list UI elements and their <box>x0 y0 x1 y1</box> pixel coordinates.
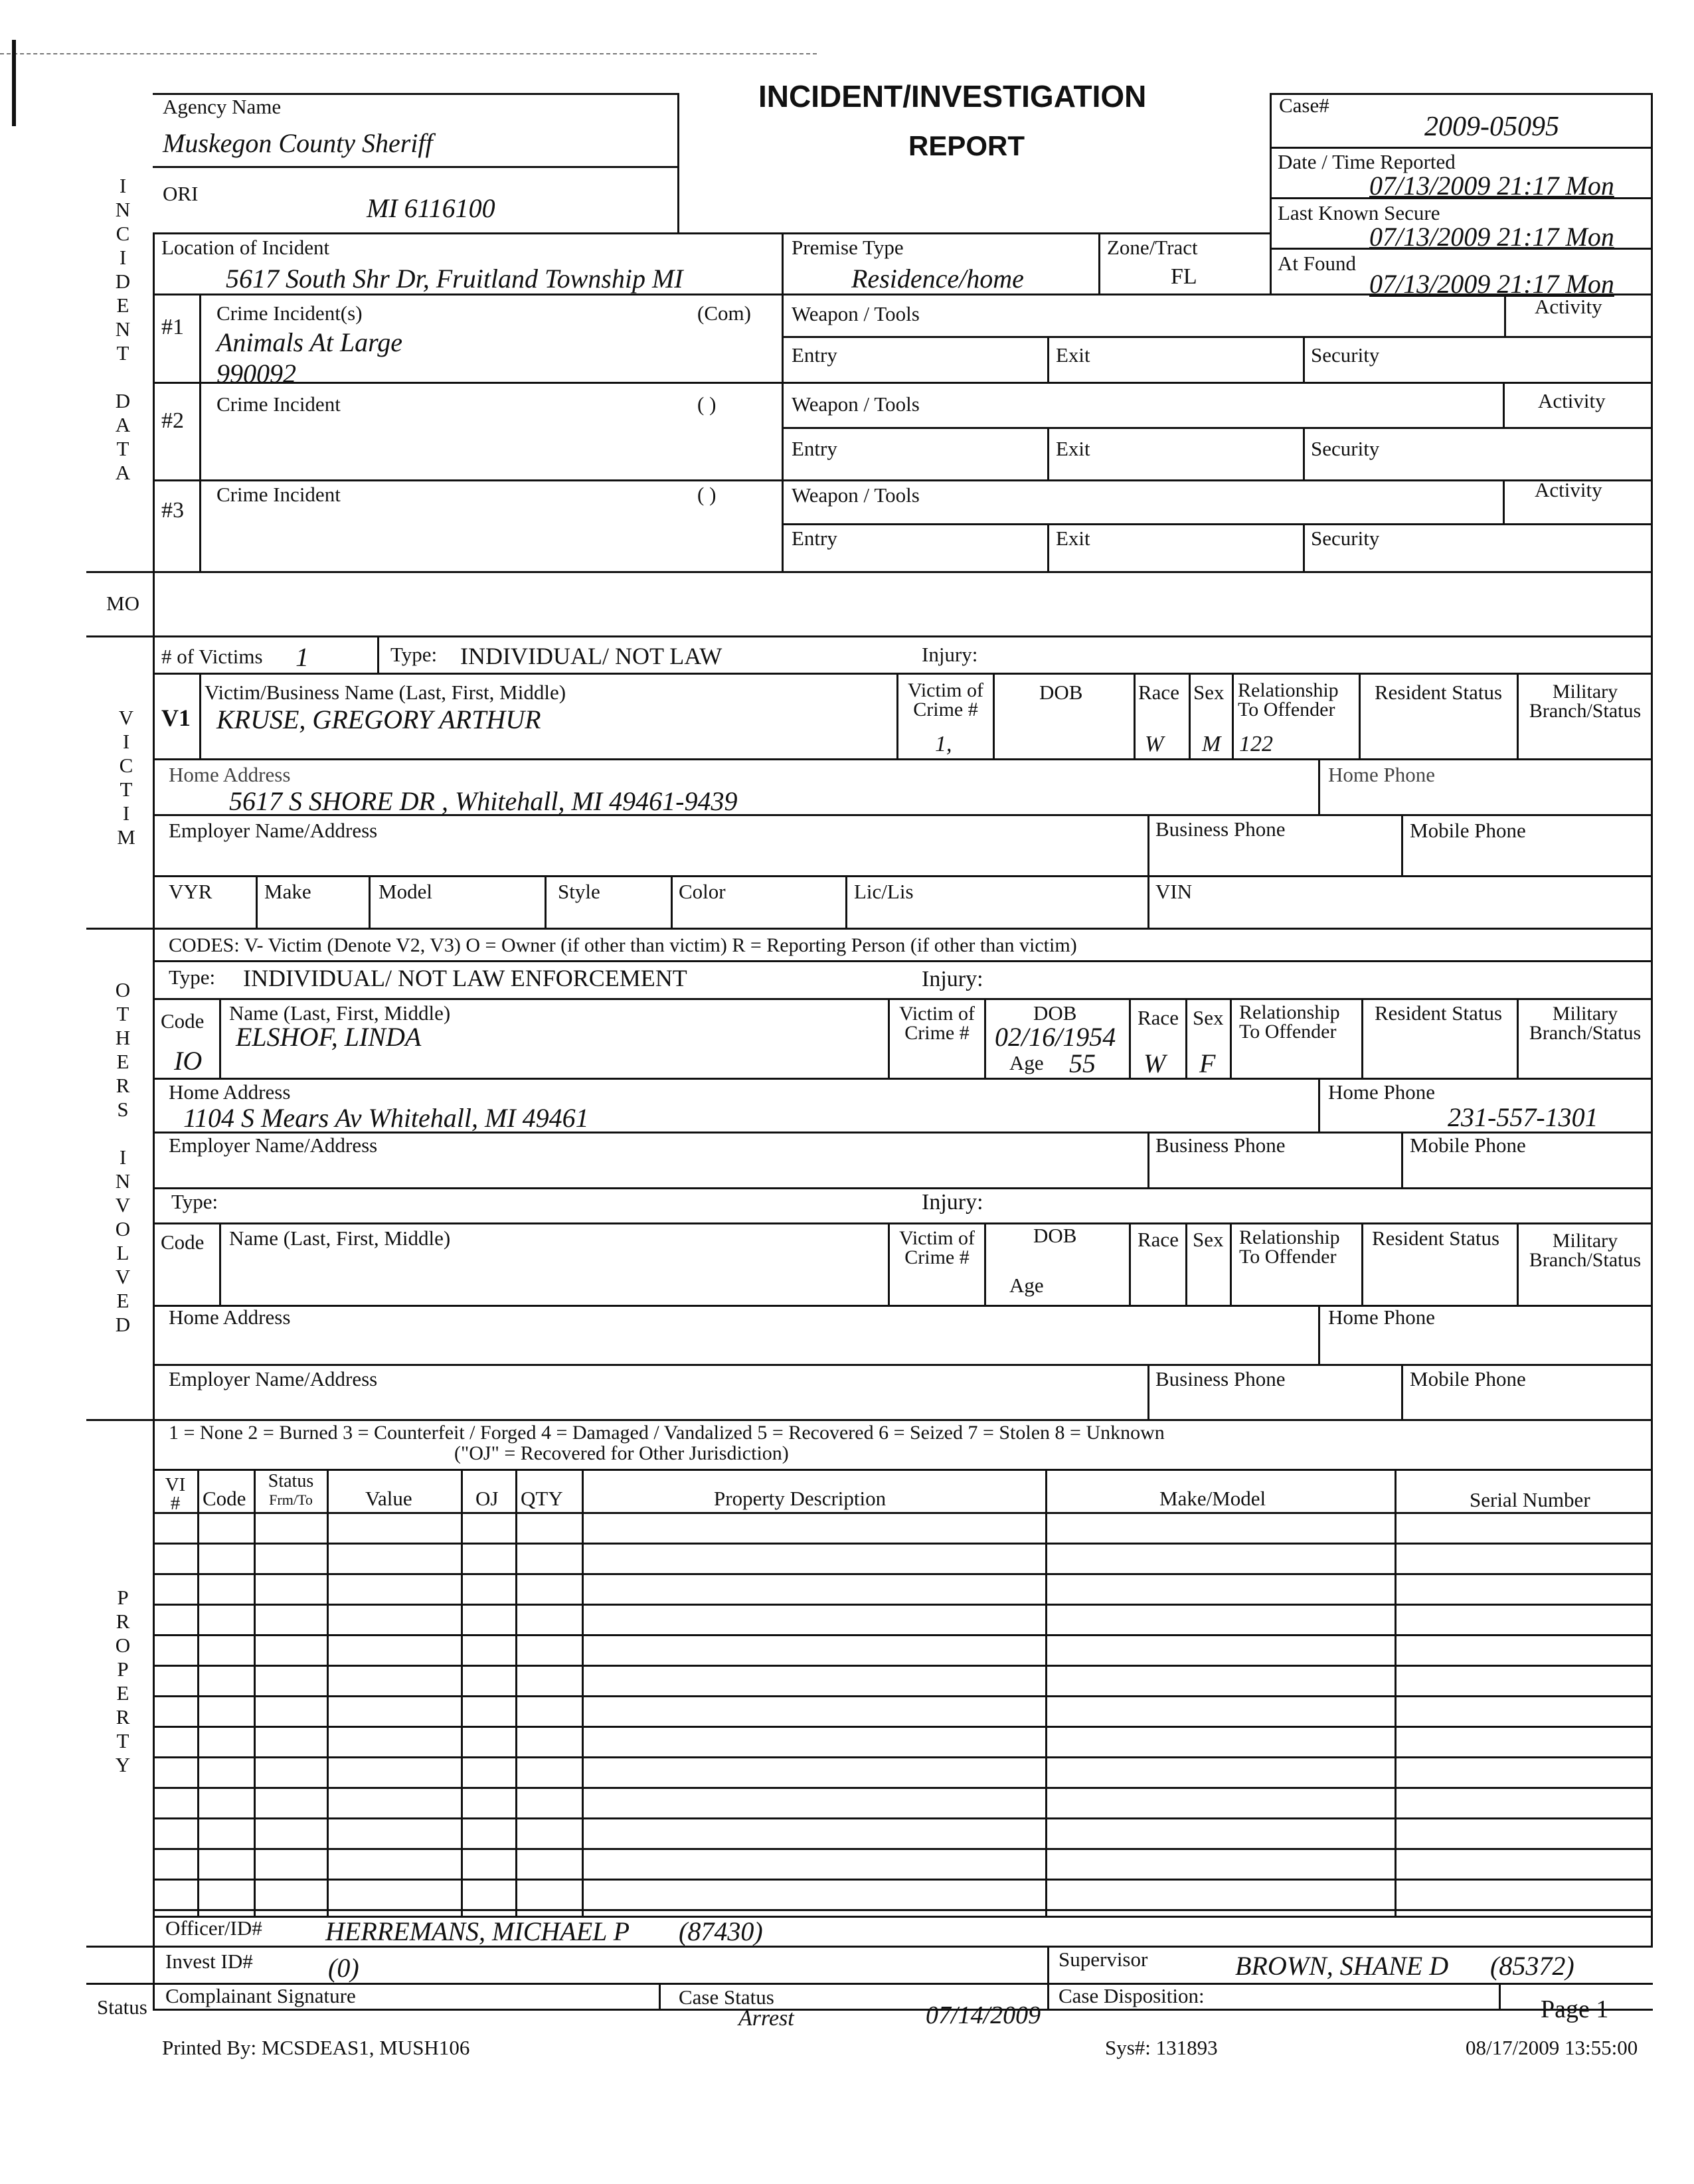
crime-1-com: (Com) <box>697 301 751 325</box>
property-col-value: Value <box>365 1487 412 1510</box>
vehicle-model-label: Model <box>379 880 432 903</box>
others-age-label: Age <box>1009 1051 1044 1074</box>
victim-side-label: V I C T I M <box>117 706 135 849</box>
vehicle-year-label: VYR <box>169 880 212 903</box>
property-table-row <box>153 1756 1653 1758</box>
others-involved-side-label: O T H E R S I N V O L V E D <box>115 978 131 1336</box>
incident-data-side-label: I N C I D E N T D A T A <box>115 174 131 484</box>
property-table-row <box>153 1909 1653 1911</box>
others2-relationship-label: Relationship To Offender <box>1239 1226 1340 1268</box>
property-table-row <box>153 1787 1653 1789</box>
others-code: IO <box>174 1046 203 1076</box>
supervisor-label: Supervisor <box>1059 1948 1148 1971</box>
ori-value: MI 6116100 <box>367 193 495 223</box>
activity-3-label: Activity <box>1535 478 1602 501</box>
property-col-serial-number: Serial Number <box>1470 1488 1590 1511</box>
printed-date: 08/17/2009 13:55:00 <box>1466 2036 1638 2059</box>
property-col-code: Code <box>203 1487 246 1510</box>
others-resident-status-label: Resident Status <box>1375 1001 1503 1025</box>
victim-sex-label: Sex <box>1193 681 1225 704</box>
property-table-row <box>153 1573 1653 1575</box>
agency-name: Muskegon County Sheriff <box>163 128 433 158</box>
others2-employer-label: Employer Name/Address <box>169 1367 378 1390</box>
victim-name-label: Victim/Business Name (Last, First, Middle) <box>205 681 566 704</box>
zone-tract-value: FL <box>1171 264 1197 289</box>
victim-id: V1 <box>161 705 191 731</box>
others2-crime-label: Victim of Crime # <box>898 1227 975 1268</box>
others-name: ELSHOF, LINDA <box>236 1022 422 1052</box>
others-type: INDIVIDUAL/ NOT LAW ENFORCEMENT <box>243 965 687 991</box>
crime-1-label: Crime Incident(s) <box>216 301 363 325</box>
others-employer-label: Employer Name/Address <box>169 1134 378 1157</box>
vehicle-vin-label: VIN <box>1155 880 1193 903</box>
activity-1-label: Activity <box>1535 295 1602 318</box>
others2-code-label: Code <box>161 1230 205 1254</box>
property-col-vi: VI # <box>165 1474 186 1514</box>
property-table-row <box>153 1543 1653 1545</box>
victim-employer-label: Employer Name/Address <box>169 819 378 842</box>
supervisor-id: (85372) <box>1490 1951 1574 1981</box>
others-home-phone: 231-557-1301 <box>1448 1102 1598 1132</box>
others-home-address-label: Home Address <box>169 1080 291 1104</box>
case-status-label: Case Status <box>679 1985 774 2009</box>
premise-type-value: Residence/home <box>851 264 1024 294</box>
vehicle-license-label: Lic/Lis <box>854 880 914 903</box>
others2-name-label: Name (Last, First, Middle) <box>229 1226 451 1250</box>
others2-home-phone-label: Home Phone <box>1328 1305 1436 1329</box>
crime-1-code: 990092 <box>216 359 296 388</box>
victim-injury-label: Injury: <box>922 643 978 666</box>
property-col-make-model: Make/Model <box>1159 1487 1266 1510</box>
others-type-label: Type: <box>169 966 216 989</box>
property-side-label: P R O P E R T Y <box>115 1586 131 1776</box>
crime-2-label: Crime Incident <box>216 392 341 416</box>
others-dob: 02/16/1954 <box>995 1022 1116 1052</box>
exit-3-label: Exit <box>1056 527 1090 550</box>
victim-race-label: Race <box>1138 681 1179 704</box>
others2-business-phone-label: Business Phone <box>1155 1367 1286 1390</box>
others-injury-label: Injury: <box>922 967 983 991</box>
others-age: 55 <box>1069 1049 1096 1078</box>
others-business-phone-label: Business Phone <box>1155 1134 1286 1157</box>
others-mobile-phone-label: Mobile Phone <box>1410 1134 1526 1157</box>
property-table-row <box>153 1848 1653 1850</box>
property-col-oj: OJ <box>475 1487 499 1510</box>
property-col-description: Property Description <box>714 1487 887 1510</box>
exit-1-label: Exit <box>1056 343 1090 367</box>
vehicle-style-label: Style <box>558 880 600 903</box>
security-1-label: Security <box>1311 343 1380 367</box>
scan-edge-top <box>0 53 817 54</box>
others2-type-label: Type: <box>171 1190 218 1213</box>
victim-home-address-label: Home Address <box>169 763 291 786</box>
date-reported: 07/13/2009 21:17 Mon <box>1369 171 1614 201</box>
security-2-label: Security <box>1311 437 1380 460</box>
victim-relationship: 122 <box>1239 732 1273 756</box>
agency-name-label: Agency Name <box>163 95 282 118</box>
page-number: Page 1 <box>1541 1995 1609 2023</box>
entry-2-label: Entry <box>792 437 837 460</box>
case-status-date: 07/14/2009 <box>926 2001 1041 2029</box>
entry-3-label: Entry <box>792 527 837 550</box>
activity-2-label: Activity <box>1538 389 1606 412</box>
victim-type: INDIVIDUAL/ NOT LAW <box>460 643 722 669</box>
crime-2-number: #2 <box>161 408 184 433</box>
case-number-label: Case# <box>1279 94 1329 117</box>
victim-resident-status-label: Resident Status <box>1375 681 1503 704</box>
others-name-label: Name (Last, First, Middle) <box>229 1001 451 1025</box>
at-found: 07/13/2009 21:17 Mon <box>1369 269 1614 299</box>
officer-id-label: Officer/ID# <box>165 1916 262 1940</box>
victim-name: KRUSE, GREGORY ARTHUR <box>216 705 541 734</box>
exit-2-label: Exit <box>1056 437 1090 460</box>
others-race: W <box>1143 1049 1166 1078</box>
others2-home-address-label: Home Address <box>169 1305 291 1329</box>
property-table-row <box>153 1695 1653 1697</box>
victim-relationship-label: Relationship To Offender <box>1238 679 1339 720</box>
others2-resident-status-label: Resident Status <box>1372 1226 1500 1250</box>
last-known-secure-label: Last Known Secure <box>1278 201 1440 224</box>
others-codes-legend: CODES: V- Victim (Denote V2, V3) O = Owner (if other than victim) R = Reporting Person (if other than victim) <box>169 934 1077 956</box>
others-dob-label: DOB <box>1033 1001 1077 1025</box>
others2-mobile-phone-label: Mobile Phone <box>1410 1367 1526 1390</box>
others2-injury-label: Injury: <box>922 1190 983 1215</box>
report-title: INCIDENT/INVESTIGATION <box>758 79 1147 114</box>
victim-race: W <box>1145 732 1164 756</box>
others2-dob-label: DOB <box>1033 1224 1077 1247</box>
case-status: Arrest <box>738 2006 794 2031</box>
invest-id: (0) <box>328 1953 359 1983</box>
victim-home-address: 5617 S SHORE DR , Whitehall, MI 49461-9439 <box>229 786 738 816</box>
others-military-label: Military Branch/Status <box>1529 1003 1642 1044</box>
status-side-label: Status <box>97 1995 147 2019</box>
printed-by: Printed By: MCSDEAS1, MUSH106 <box>162 2036 470 2059</box>
at-found-label: At Found <box>1278 252 1356 275</box>
victim-business-phone-label: Business Phone <box>1155 817 1286 841</box>
property-table-row <box>153 1726 1653 1728</box>
mo-side-label: MO <box>106 592 139 615</box>
victim-military-label: Military Branch/Status <box>1529 681 1642 722</box>
officer-name: HERREMANS, MICHAEL P <box>325 1916 630 1946</box>
victim-home-phone-label: Home Phone <box>1328 763 1436 786</box>
scan-edge-left <box>12 40 16 126</box>
property-col-qty: QTY <box>521 1487 563 1510</box>
vehicle-make-label: Make <box>264 880 311 903</box>
others-sex: F <box>1199 1049 1216 1078</box>
victim-count: 1 <box>296 642 309 672</box>
victim-sex: M <box>1202 732 1221 756</box>
location-value: 5617 South Shr Dr, Fruitland Township MI <box>226 264 683 294</box>
others2-race-label: Race <box>1138 1228 1179 1251</box>
others-crime-label: Victim of Crime # <box>898 1003 975 1044</box>
officer-id: (87430) <box>679 1916 763 1946</box>
weapon-tools-2-label: Weapon / Tools <box>792 392 920 416</box>
others-home-phone-label: Home Phone <box>1328 1080 1436 1104</box>
case-number: 2009-05095 <box>1424 112 1559 142</box>
premise-type-label: Premise Type <box>792 236 904 259</box>
crime-3-paren: ( ) <box>697 483 717 506</box>
complainant-signature-label: Complainant Signature <box>165 1984 356 2007</box>
report-subtitle: REPORT <box>908 130 1025 161</box>
others-race-label: Race <box>1138 1006 1179 1029</box>
property-col-status: Status Frm/To <box>268 1471 314 1508</box>
property-code-legend: 1 = None 2 = Burned 3 = Counterfeit / Forged 4 = Damaged / Vandalized 5 = Recovered 6 = Seized 7 = Stolen 8 = Unknown <box>169 1422 1165 1444</box>
crime-1-number: #1 <box>161 315 184 339</box>
date-reported-label: Date / Time Reported <box>1278 150 1456 173</box>
case-disposition-label: Case Disposition: <box>1059 1984 1205 2007</box>
crime-1-name: Animals At Large <box>216 327 403 357</box>
property-table-row <box>153 1817 1653 1819</box>
others-sex-label: Sex <box>1193 1006 1224 1029</box>
others-home-address: 1104 S Mears Av Whitehall, MI 49461 <box>183 1103 589 1133</box>
location-label: Location of Incident <box>161 236 330 259</box>
victim-crime-label: Victim of Crime # <box>907 679 983 720</box>
others-relationship-label: Relationship To Offender <box>1239 1001 1340 1043</box>
others2-military-label: Military Branch/Status <box>1529 1230 1642 1271</box>
vehicle-color-label: Color <box>679 880 726 903</box>
system-number: Sys#: 131893 <box>1105 2036 1218 2059</box>
victim-dob-label: DOB <box>1039 681 1083 704</box>
supervisor-name: BROWN, SHANE D <box>1235 1951 1449 1981</box>
zone-tract-label: Zone/Tract <box>1107 236 1198 259</box>
property-table-row <box>153 1879 1653 1881</box>
last-known-secure: 07/13/2009 21:17 Mon <box>1369 222 1614 252</box>
security-3-label: Security <box>1311 527 1380 550</box>
crime-3-label: Crime Incident <box>216 483 341 506</box>
property-table-row <box>153 1604 1653 1606</box>
weapon-tools-3-label: Weapon / Tools <box>792 483 920 507</box>
property-oj-legend: ("OJ" = Recovered for Other Jurisdiction) <box>454 1442 789 1464</box>
others-code-label: Code <box>161 1009 205 1033</box>
victim-crime-number: 1, <box>935 732 952 756</box>
property-table-row <box>153 1665 1653 1667</box>
ori-label: ORI <box>163 182 199 205</box>
victim-type-label: Type: <box>390 643 438 666</box>
others2-sex-label: Sex <box>1193 1228 1224 1251</box>
crime-2-paren: ( ) <box>697 392 717 416</box>
invest-id-label: Invest ID# <box>165 1950 253 1973</box>
victim-mobile-phone-label: Mobile Phone <box>1410 819 1526 842</box>
entry-1-label: Entry <box>792 343 837 367</box>
victim-count-label: # of Victims <box>161 645 263 668</box>
property-table-row <box>153 1634 1653 1636</box>
crime-3-number: #3 <box>161 498 184 523</box>
others2-age-label: Age <box>1009 1274 1044 1297</box>
weapon-tools-1-label: Weapon / Tools <box>792 302 920 325</box>
